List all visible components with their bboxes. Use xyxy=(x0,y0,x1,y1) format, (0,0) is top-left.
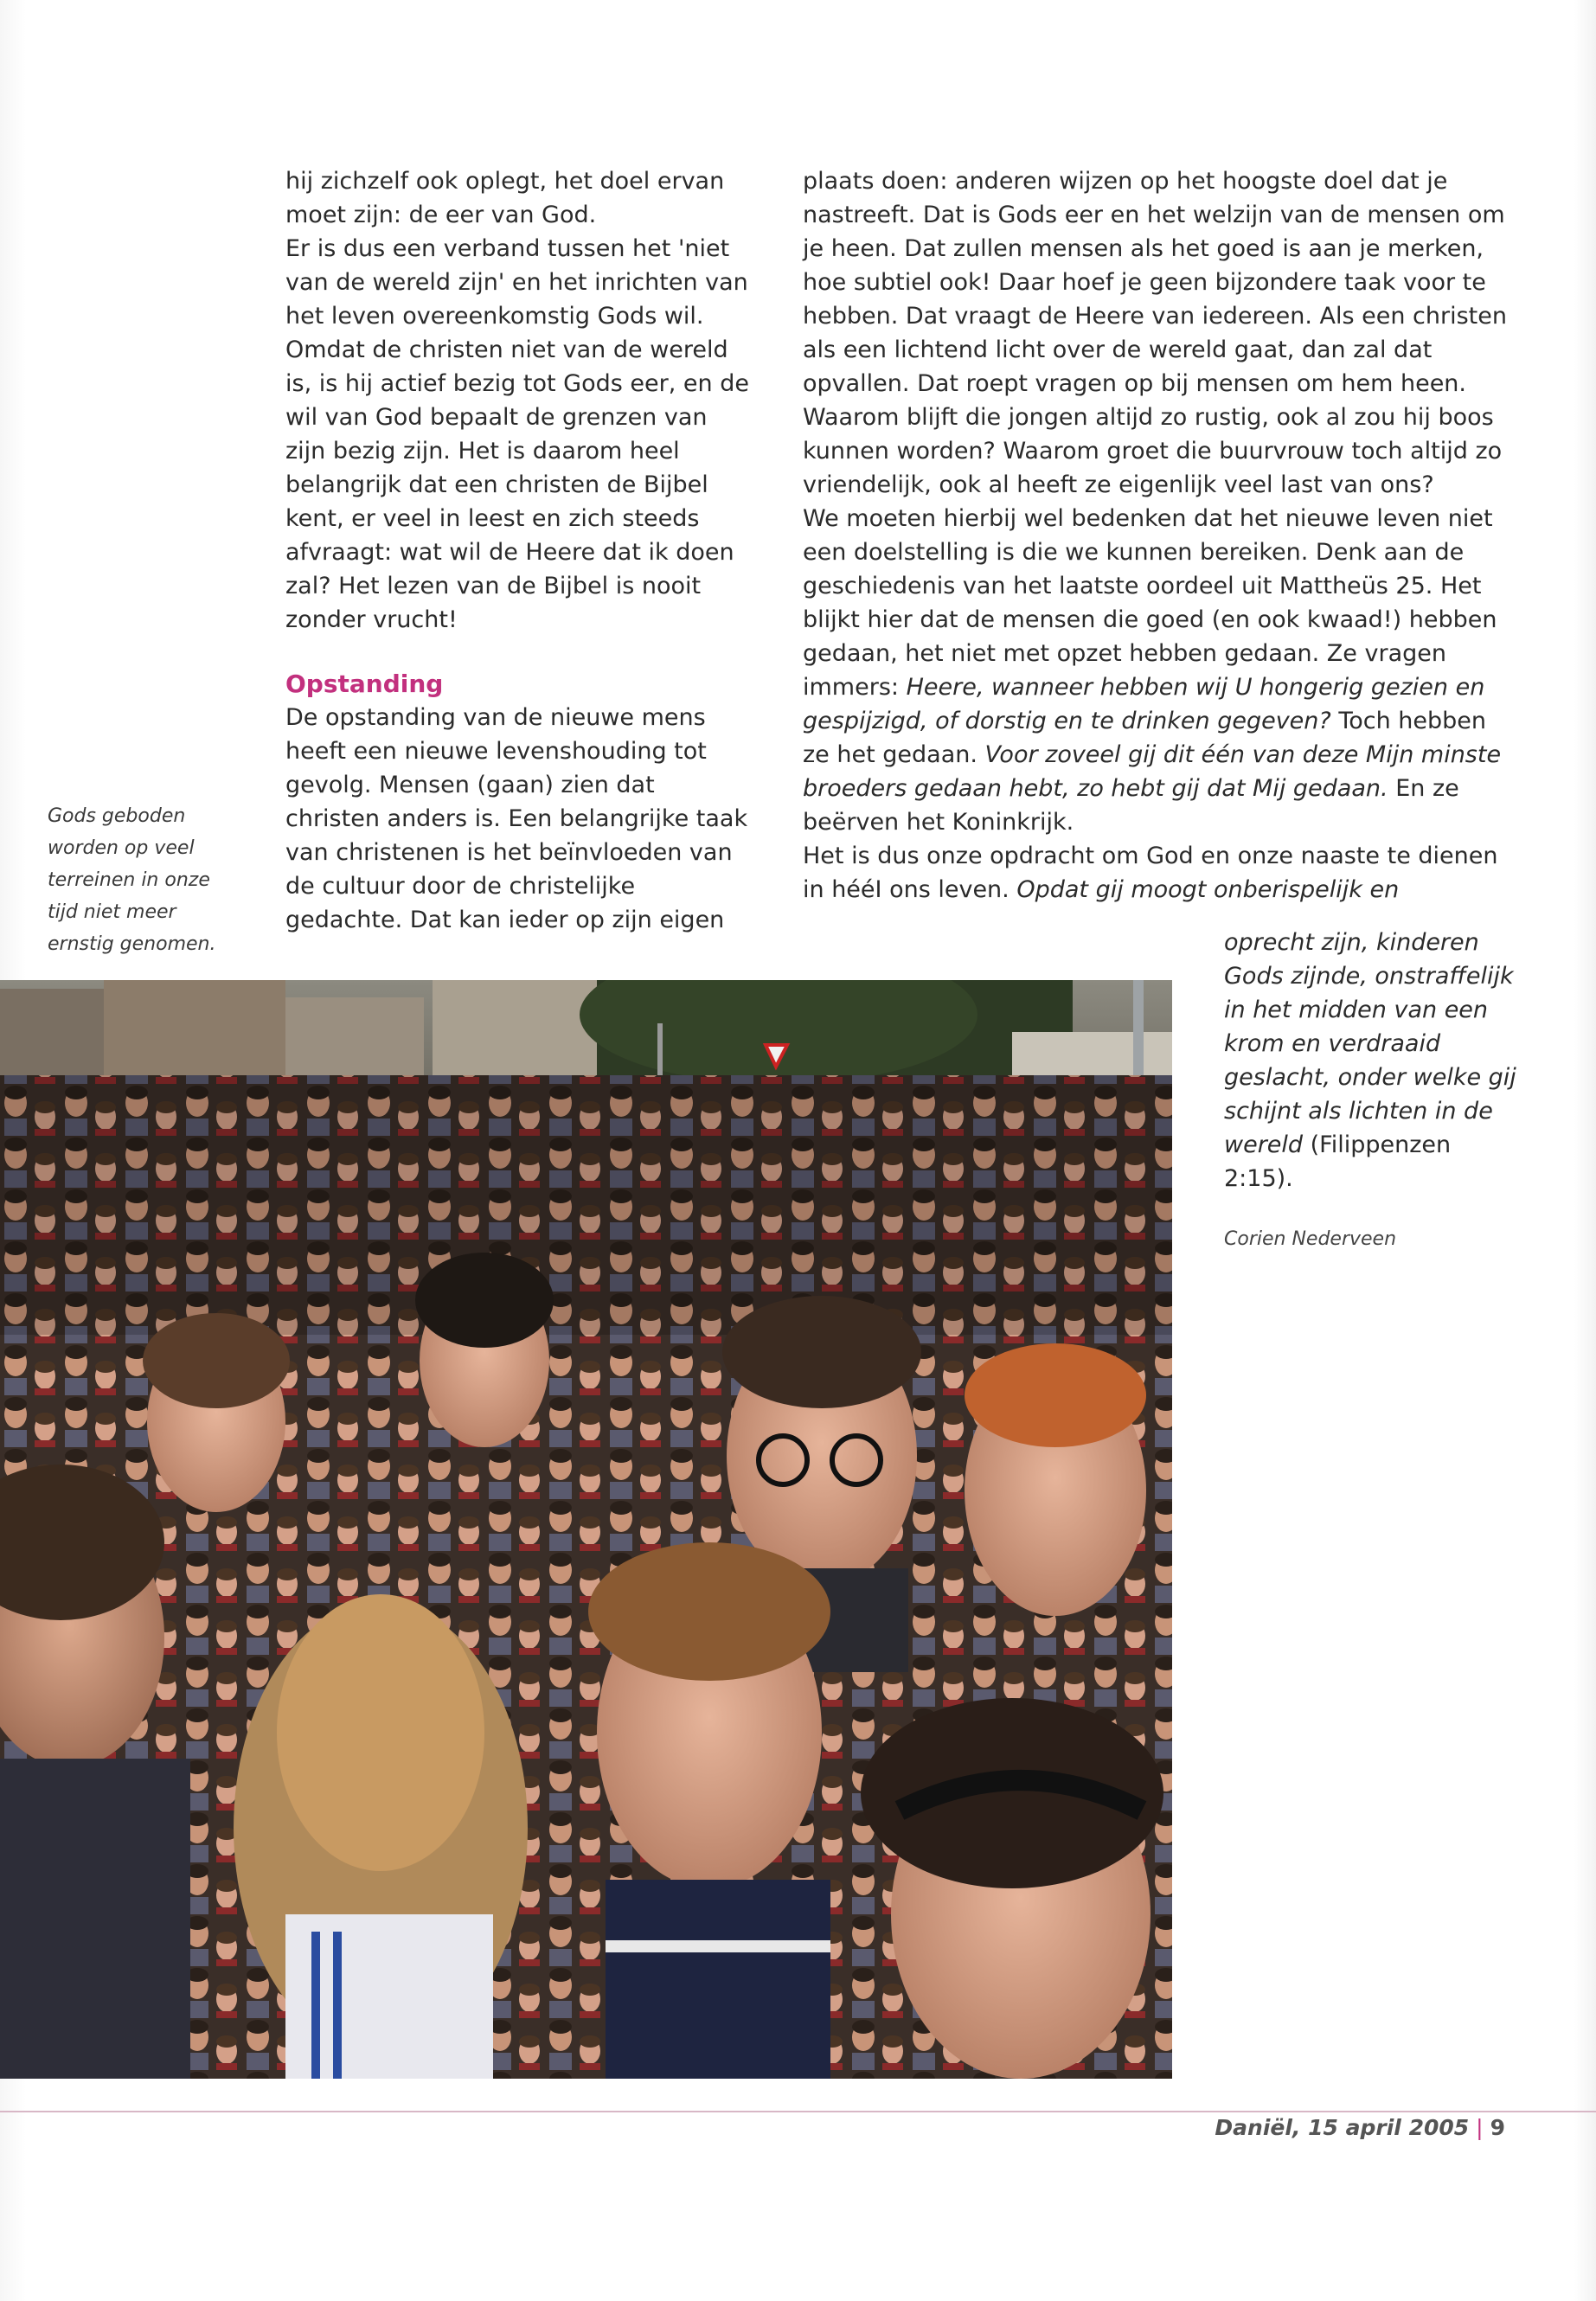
crowd-photo xyxy=(0,980,1172,2079)
section-heading: Opstanding xyxy=(285,670,444,698)
right-paragraph-2-b: Toch hebben ze het gedaan. xyxy=(803,708,1487,768)
bible-quote-2: Voor zoveel gij dit één van deze Mijn minste broeders gedaan hebt, zo hebt gij dat Mij gedaan. xyxy=(803,741,1502,802)
left-paragraph-1: hij zichzelf ook oplegt, het doel ervan moet zijn: de eer van God. xyxy=(285,168,725,228)
footer-rule xyxy=(0,2111,1596,2112)
right-paragraph-3 xyxy=(803,839,1512,907)
right-paragraph-1: plaats doen: anderen wijzen op het hoogste doel dat je nastreeft. Dat is Gods eer en het welzijn van de mensen om je heen. Dat zullen mensen als het goed is aan je merken, hoe subtiel ook! Daar hoef je geen bijzondere taak voor te hebben. Dat vraagt de Heere van iedereen. Als een christen als een lichtend licht over de wereld gaat, dan zal dat opvallen. Dat roept vragen op bij mensen om hem heen. Waarom blijft die jongen altijd zo rustig, ook al zou hij boos kunnen worden? Waarom groet die buurvrouw toch altijd zo vriendelijk, ook al heeft ze eigenlijk veel last van ons? xyxy=(803,168,1507,498)
right-paragraph-3-a: Het is dus onze opdracht om God en onze naaste te dienen in hééI ons leven. xyxy=(803,843,1498,903)
quote-continuation xyxy=(1224,926,1518,1195)
right-paragraph-2-c: En ze beërven het Koninkrijk. xyxy=(803,775,1459,836)
bible-quote-3-end: oprecht zijn, kinderen Gods zijnde, onstraffelijk in het midden van een krom en verdraaid geslacht, onder welke gij schijnt als lichten in de wereld xyxy=(1224,929,1516,1158)
left-paragraph-3: De opstanding van de nieuwe mens heeft een nieuwe levenshouding tot gevolg. Mensen (gaan) zien dat christen anders is. Een belangrijke taak van christenen is het beïnvloeden van de cultuur door de christelijke gedachte. Dat kan ieder op zijn eigen xyxy=(285,704,748,933)
bible-reference: (Filippenzen 2:15). xyxy=(1224,1131,1452,1192)
right-text-column xyxy=(803,164,1512,907)
bible-quote-1: Heere, wanneer hebben wij U hongerig gezien en gespijzigd, of dorstig en te drinken gegeven? xyxy=(803,674,1485,734)
right-paragraph-2 xyxy=(803,502,1512,839)
page-footer xyxy=(1215,2115,1505,2140)
author-name: Corien Nederveen xyxy=(1224,1228,1397,1250)
page-number: 9 xyxy=(1490,2115,1505,2140)
footer-separator: | xyxy=(1476,2115,1484,2140)
publication-date: Daniël, 15 april 2005 xyxy=(1215,2115,1470,2140)
left-paragraph-2: Er is dus een verband tussen het 'niet van de wereld zijn' en het inrichten van het leven overeenkomstig Gods wil. Omdat de christen niet van de wereld is, is hij actief bezig tot Gods eer, en de wil van God bepaalt de grenzen van zijn bezig zijn. Het is daarom heel belangrijk dat een christen de Bijbel kent, er veel in leest en zich steeds afvraagt: wat wil de Heere dat ik doen zal? Het lezen van de Bijbel is nooit zonder vrucht! xyxy=(285,235,749,633)
left-text-column xyxy=(285,164,753,937)
photo-caption: Gods geboden worden op veel terreinen in onze tijd niet meer ernstig genomen. xyxy=(48,805,216,955)
crowd-photo-illustration xyxy=(0,980,1172,2079)
right-paragraph-2-a: We moeten hierbij wel bedenken dat het nieuwe leven niet een doelstelling is die we kunnen bereiken. Denk aan de geschiedenis van het laatste oordeel uit Mattheüs 25. Het blijkt hier dat de mensen die goed (en ook kwaad!) hebben gedaan, het niet met opzet hebben gedaan. Ze vragen immers: xyxy=(803,505,1497,701)
bible-quote-3-start: Opdat gij moogt onberispelijk en xyxy=(1016,876,1400,903)
